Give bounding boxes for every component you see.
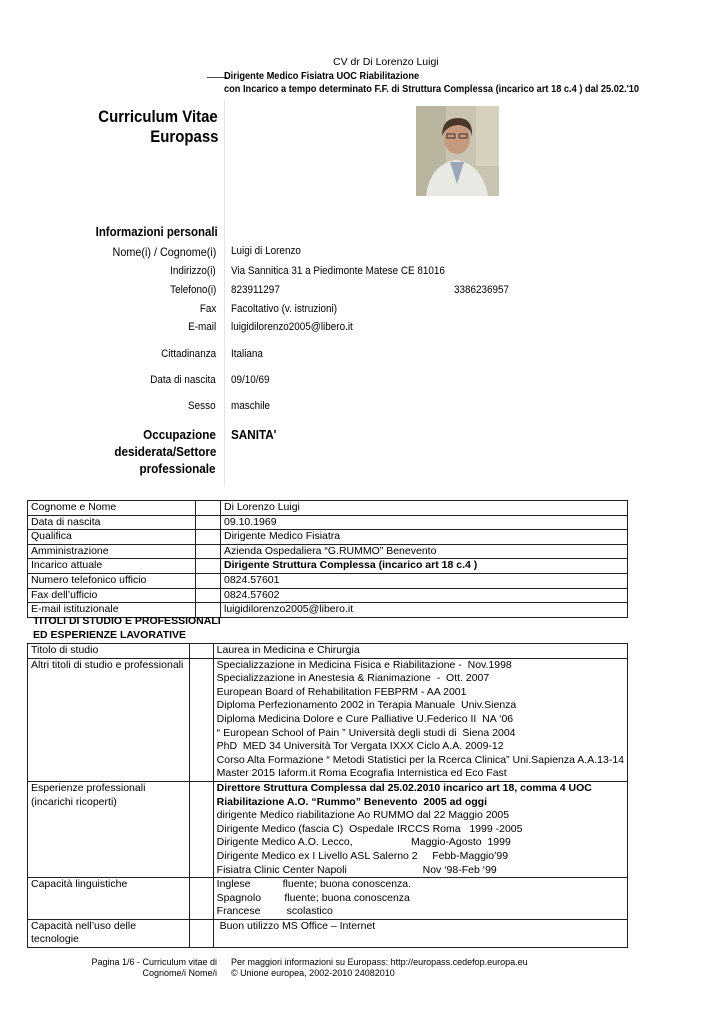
footer-left-line1: Pagina 1/6 - Curriculum vitae di [91,957,217,967]
footer-right-line1: Per maggiori informazioni su Europass: http://europass.cedefop.europa.eu [231,957,528,967]
row-label: Incarico attuale [28,559,196,574]
row-spacer [189,781,213,877]
row-value-line: Dirigente Medico A.O. Lecco, Maggio-Agosto 1999 [216,836,511,849]
row-spacer [196,515,221,530]
row-value-line: Corso Alta Formazione “ Metodi Statistici per la Rcerca Clinica” Uni.Sapienza A.A.13-14 [216,753,624,766]
occupation-label-3: professionale [139,461,216,476]
phone-value: 823911297 [231,284,280,296]
row-value: Azienda Ospedaliera “G.RUMMO” Benevento [221,544,628,559]
row-value: Dirigente Struttura Complessa (incarico art 18 c.4 ) [221,559,628,574]
row-value-line: Diploma Perfezionamento 2002 in Terapia Manuale Univ.Sienza [216,699,517,712]
row-value-line: “ European School of Pain ” Università degli studi di Siena 2004 [216,726,516,739]
row-label-line: Titolo di studio [31,644,99,656]
row-label-line: Capacità nell’uso delle [31,919,137,932]
footer-left-line2: Cognome/i Nome/i [142,968,217,978]
titles-table [27,643,628,948]
row-label: Cognome e Nome [28,501,196,516]
row-label-line: tecnologie [31,933,79,946]
section-title-line1: TITOLI DI STUDIO E PROFESSIONALI [33,615,221,627]
sex-value: maschile [231,400,271,412]
row-label: E-mail istituzionale [28,603,196,618]
row-label-line: Altri titoli di studio e professionali [31,658,184,671]
row-label [28,658,190,781]
row-spacer [196,559,221,574]
row-value: 09.10.1969 [221,515,628,530]
row-spacer [196,530,221,545]
section-title-line2: ED ESPERIENZE LAVORATIVE [33,629,187,641]
occupation-label-2: desiderata/Settore [113,444,216,459]
table-row [28,501,628,516]
cv-header-line3: con Incarico a tempo determinato F.F. di Struttura Complessa (incarico art 18 c.4 ) dal 25.02.'10 [224,83,640,95]
row-value [213,658,627,781]
row-label: Amministrazione [28,544,196,559]
row-value-line: Specializzazione in Medicina Fisica e Riabilitazione - Nov.1998 [216,658,512,671]
row-value-line: Specializzazione in Anestesia & Rianimazione - Ott. 2007 [216,672,490,685]
row-value-line: Buon utilizzo MS Office – Internet [216,919,376,932]
table-row [28,781,628,877]
row-spacer [196,573,221,588]
citizenship-value: Italiana [231,348,263,360]
row-label [28,878,190,920]
row-value-line: Spagnolo fluente; buona conoscenza [216,891,410,904]
mobile-value: 3386236957 [454,284,510,296]
row-spacer [189,644,213,659]
row-label [28,781,190,877]
profile-photo [416,106,499,196]
row-spacer [189,658,213,781]
row-label [28,919,190,947]
row-label [28,644,190,659]
row-value-line: Fisiatra Clinic Center Napoli Nov ‘98-Feb ‘99 [216,863,497,876]
name-value: Luigi di Lorenzo [231,245,301,257]
row-label-line: Esperienze professionali [31,781,146,794]
phone-label: Telefono(i) [169,284,216,296]
row-label-line: Capacità linguistiche [31,878,128,891]
row-spacer [189,919,213,947]
row-label: Qualifica [28,530,196,545]
table-row [28,544,628,559]
row-value-line: Francese scolastico [216,905,333,918]
row-spacer [196,544,221,559]
row-value-line: Inglese fluente; buona conoscenza. [216,878,412,891]
row-value [213,781,627,877]
table-row [28,644,628,659]
cv-title-line1: Curriculum Vitae [98,107,218,126]
cv-header-line1: CV dr Di Lorenzo Luigi [333,56,439,68]
citizenship-label: Cittadinanza [160,348,216,360]
row-spacer [189,878,213,920]
table-row [28,530,628,545]
row-value-line: Dirigente Medico ex I Livello ASL Salerno 2 Febb-Maggio’99 [216,849,509,862]
email-label: E-mail [187,321,216,333]
summary-table [27,500,628,618]
column-divider [224,100,225,486]
row-value [213,644,627,659]
address-value: Via Sannitica 31 a Piedimonte Matese CE 81016 [231,265,445,277]
row-value: 0824.57602 [221,588,628,603]
table-row [28,515,628,530]
footer-left [91,957,217,979]
table-row [28,878,628,920]
row-label: Numero telefonico ufficio [28,573,196,588]
footer-right [231,957,528,979]
occupation-value: SANITA' [231,427,277,442]
row-value-line: dirigente Medico riabilitazione Ao RUMMO dal 22 Maggio 2005 [216,809,510,822]
cv-header-line2: Dirigente Medico Fisiatra UOC Riabilitazione [224,70,420,82]
row-value-line: Master 2015 Iaform.it Roma Ecografia Internistica ed Eco Fast [216,767,507,780]
fax-value: Facoltativo (v. istruzioni) [231,303,338,315]
birthdate-label: Data di nascita [150,374,216,386]
address-label: Indirizzo(i) [170,265,216,277]
table-row [28,573,628,588]
row-label-line: (incarichi ricoperti) [31,795,117,808]
personal-info-title: Informazioni personali [95,224,218,239]
row-value-line: Laurea in Medicina e Chirurgia [216,644,360,656]
row-value: 0824.57601 [221,573,628,588]
row-value [213,919,627,947]
cv-title-line2: Europass [149,127,218,146]
fax-label: Fax [199,303,216,315]
row-spacer [196,588,221,603]
row-value-line: Riabilitazione A.O. “Rummo” Benevento 2005 ad oggi [216,795,487,808]
row-value: luigidilorenzo2005@libero.it [221,603,628,618]
table-row [28,559,628,574]
row-value-line: European Board of Rehabilitation FEBPRM - AA 2001 [216,685,467,698]
sex-label: Sesso [188,400,216,412]
row-value: Di Lorenzo Luigi [221,501,628,516]
row-value-line: PhD MED 34 Università Tor Vergata IXXX Ciclo A.A. 2009-12 [216,740,504,753]
table-row [28,658,628,781]
row-value-line: Direttore Struttura Complessa dal 25.02.2010 incarico art 18, comma 4 UOC [216,781,592,794]
table-row [28,919,628,947]
row-value-line: Dirigente Medico (fascia C) Ospedale IRCCS Roma 1999 -2005 [216,822,523,835]
name-label: Nome(i) / Cognome(i) [112,245,216,259]
email-value: luigidilorenzo2005@libero.it [231,321,353,333]
row-value: Dirigente Medico Fisiatra [221,530,628,545]
row-label: Data di nascita [28,515,196,530]
row-spacer [196,501,221,516]
birthdate-value: 09/10/69 [231,374,270,386]
row-value [213,878,627,920]
occupation-label-1: Occupazione [143,427,216,442]
footer-right-line2: © Unione europea, 2002-2010 24082010 [231,968,395,978]
row-label: Fax dell’ufficio [28,588,196,603]
table-row [28,588,628,603]
row-value-line: Diploma Medicina Dolore e Cure Palliative U.Federico II NA ‘06 [216,712,514,725]
